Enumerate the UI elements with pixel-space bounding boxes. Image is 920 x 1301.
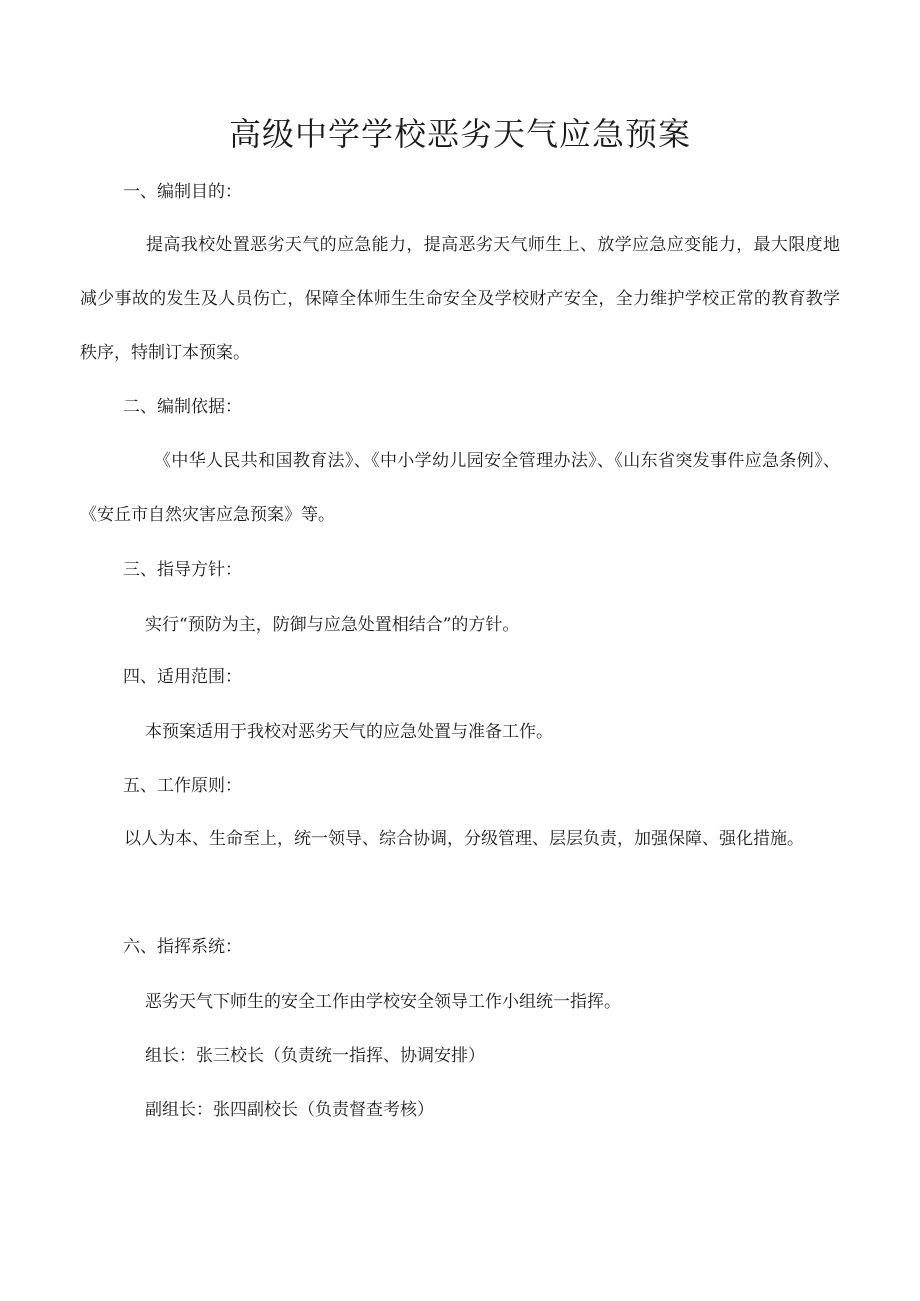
section-3-body: 实行“预防为主，防御与应急处置相结合”的方针。	[145, 615, 520, 635]
section-2-body: 《中华人民共和国教育法》、《中小学幼儿园安全管理办法》、《山东省突发事件应急条例》、《安丘市自然灾害应急预案》等。	[80, 451, 840, 525]
document-title: 高级中学学校恶劣天气应急预案	[228, 115, 691, 153]
section-4-heading: 四、适用范围：	[123, 667, 242, 687]
section-3-heading: 三、指导方针：	[123, 560, 242, 580]
section-6-heading: 六、指挥系统：	[123, 937, 242, 957]
section-6-leader: 组长：张三校长（负责统一指挥、协调安排）	[145, 1046, 485, 1066]
section-6-body: 恶劣天气下师生的安全工作由学校安全领导工作小组统一指挥。	[145, 992, 621, 1012]
section-6-deputy: 副组长：张四副校长（负责督查考核）	[145, 1100, 434, 1120]
section-2-heading: 二、编制依据：	[123, 397, 242, 417]
section-4-body: 本预案适用于我校对恶劣天气的应急处置与准备工作。	[145, 722, 553, 742]
section-5-body: 以人为本、生命至上，统一领导、综合协调，分级管理、层层负责，加强保障、强化措施。	[124, 829, 804, 849]
section-5-heading: 五、工作原则：	[123, 776, 242, 796]
section-1-body: 提高我校处置恶劣天气的应急能力，提高恶劣天气师生上、放学应急应变能力，最大限度地减少事故的发生及人员伤亡，保障全体师生生命安全及学校财产安全，全力维护学校正常的教育教学秩序，特制订本预案。	[80, 235, 840, 363]
section-1-heading: 一、编制目的：	[123, 182, 242, 202]
